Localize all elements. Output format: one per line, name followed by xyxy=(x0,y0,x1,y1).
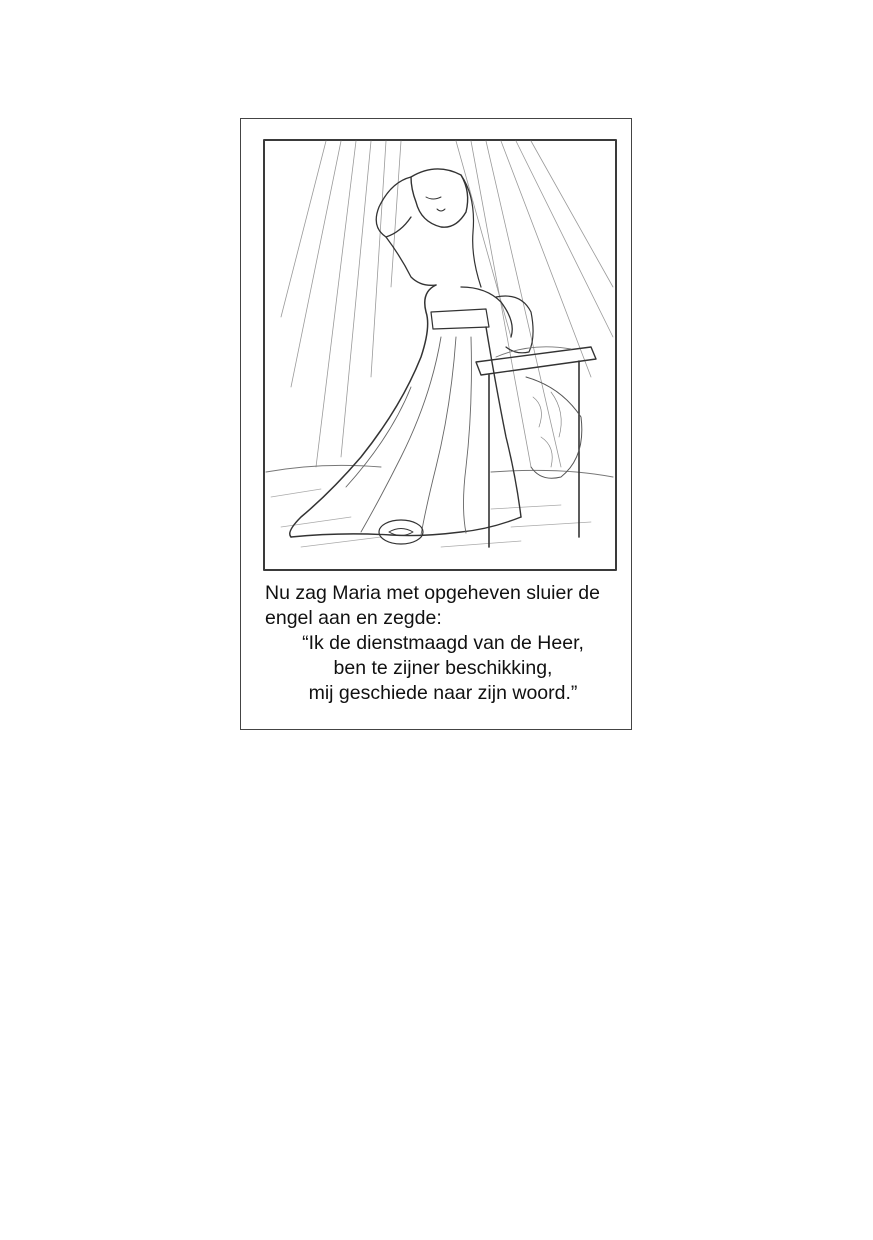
illustration xyxy=(261,137,619,573)
caption-quote-line: mij geschiede naar zijn woord.” xyxy=(308,682,578,704)
caption-quote-line: ben te zijner beschikking, xyxy=(333,657,553,679)
prayer-card xyxy=(240,118,632,730)
caption-intro-line: engel aan en zegde: xyxy=(265,607,442,629)
caption xyxy=(265,581,615,706)
caption-quote-line: “Ik de dienstmaagd van de Heer, xyxy=(302,632,584,654)
annunciation-sketch-icon xyxy=(261,137,619,573)
caption-intro-line: Nu zag Maria met opgeheven sluier de xyxy=(265,582,600,604)
